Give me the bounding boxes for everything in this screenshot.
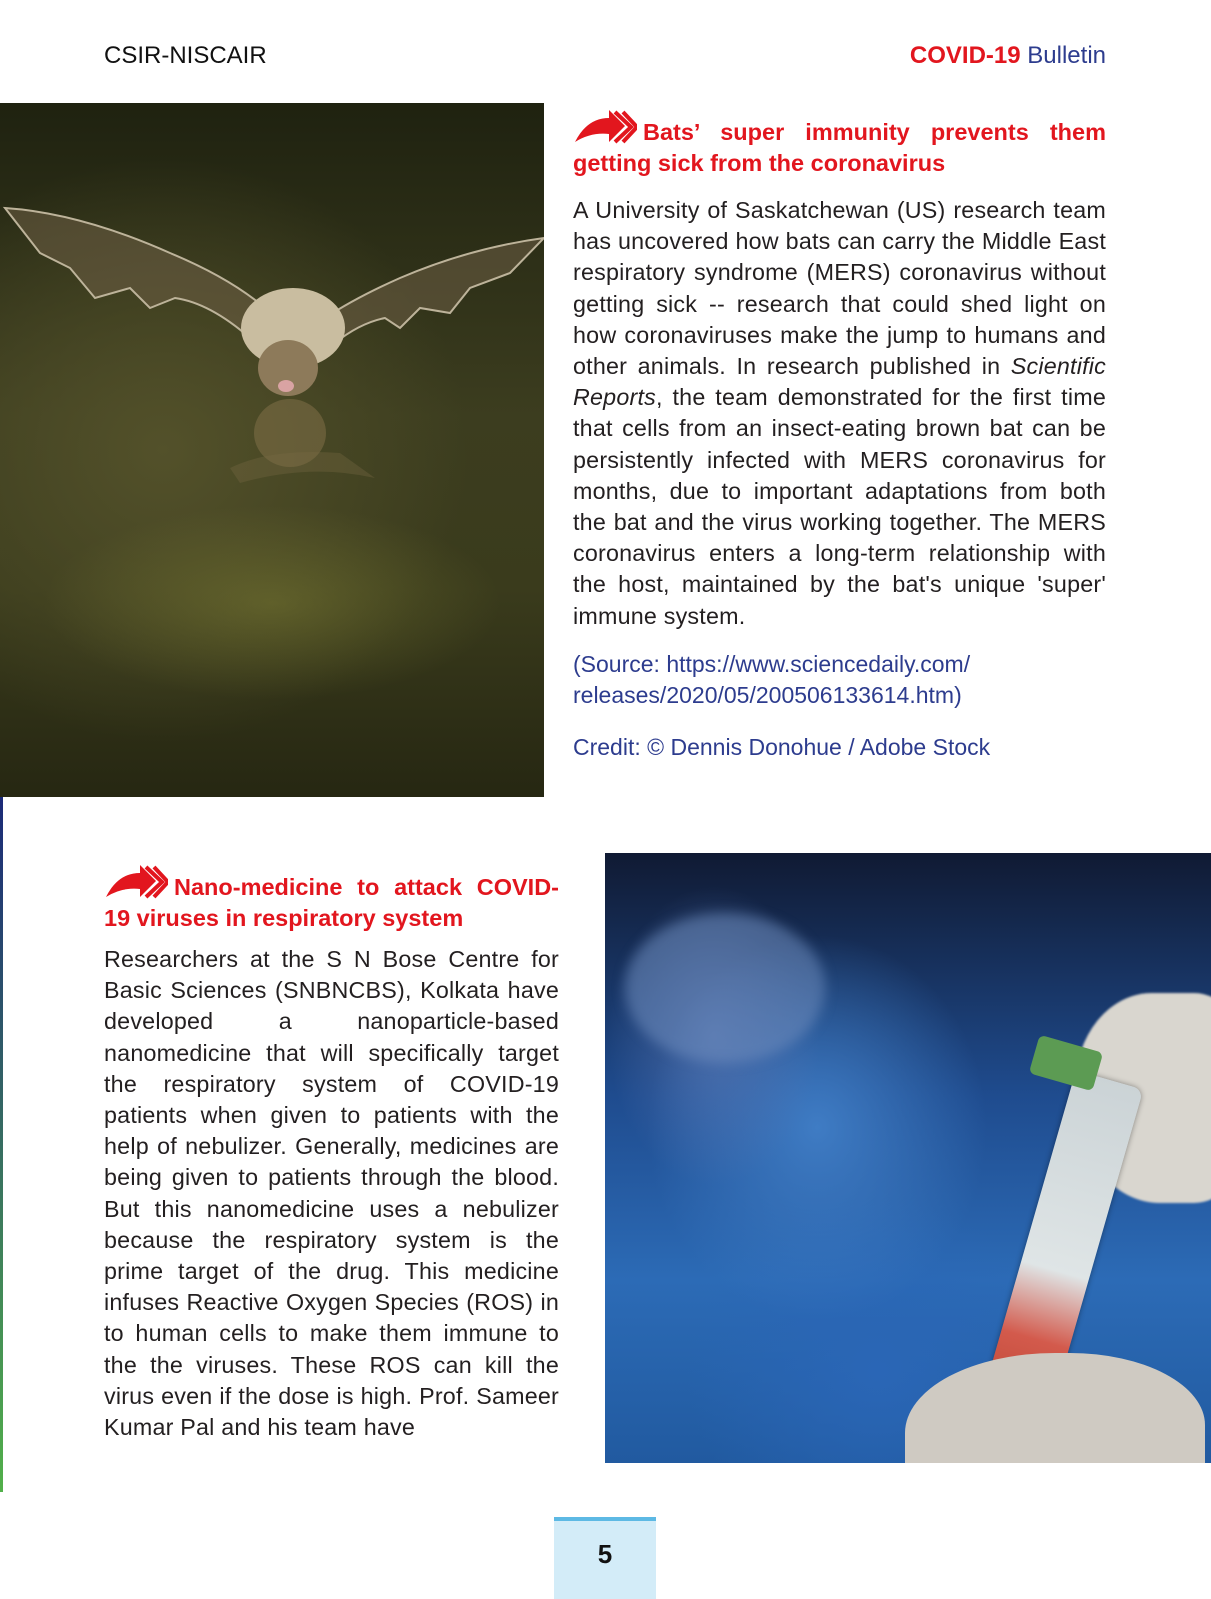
page-left-rule [0, 797, 3, 1492]
article1-title: Bats’ super immunity prevents them getting sick from the coronavirus [573, 119, 1106, 176]
article1-headline [573, 108, 1106, 179]
header-org: CSIR-NISCAIR [104, 42, 267, 69]
bat-photo [0, 103, 544, 797]
lab-sample-photo [605, 853, 1211, 1463]
article1-credit: Credit: © Dennis Donohue / Adobe Stock [573, 734, 991, 761]
page-number: 5 [597, 1539, 613, 1569]
article-nano-medicine [104, 863, 559, 1443]
bat-illustration [0, 103, 544, 797]
page-number-box [554, 1517, 656, 1599]
journal-name: Scientific Reports [573, 353, 1106, 411]
article1-body-part1: A University of Saskatchewan (US) research team has uncovered how bats can carry the Middle East respiratory syndrome (MERS) coronavirus without getting sick -- research that could shed light on how coronaviruses make the jump to humans and other animals. In research published in [573, 197, 1106, 380]
double-arrow-icon [573, 108, 637, 146]
article1-body-part2: , the team demonstrated for the first time that cells from an insect-eating brown bat can be persistently infected with MERS coronavirus for months, due to important adaptations from both the bat and the virus working together. The MERS coronavirus enters a long-term relationship with the host, maintained by the bat's unique 'super' immune system. [573, 384, 1106, 629]
bulletin-tag: COVID-19 [909, 42, 1021, 69]
double-arrow-icon [104, 863, 168, 901]
article-bats-immunity [573, 108, 1106, 763]
article2-title: Nano-medicine to attack COVID-19 viruses in respiratory system [104, 874, 559, 931]
article2-body: Researchers at the S N Bose Centre for Basic Sciences (SNBNCBS), Kolkata have developed a nanoparticle-based nanomedicine that will specifically target the respiratory system of COVID-19 patients when given to patients with the help of nebulizer. Generally, medicines are being given to patients through the blood. But this nanomedicine uses a nebulizer because the respiratory system is the prime target of the drug. This medicine infuses Reactive Oxygen Species (ROS) in to human cells to make them immune to the the viruses. These ROS can kill the virus even if the dose is high. Prof. Sameer Kumar Pal and his team have [104, 946, 559, 1441]
article1-source[interactable] [573, 649, 1106, 711]
photo-visor-shape [625, 913, 825, 1063]
source-line-1[interactable]: (Source: https://www.sciencedaily.com/ [573, 650, 971, 677]
article1-body [573, 195, 1106, 632]
header-bulletin-title [910, 42, 1106, 70]
article2-headline [104, 863, 559, 934]
bulletin-word: Bulletin [1027, 42, 1106, 69]
photo-glove-bottom [905, 1353, 1205, 1463]
source-line-2[interactable]: releases/2020/05/200506133614.htm) [573, 682, 962, 709]
